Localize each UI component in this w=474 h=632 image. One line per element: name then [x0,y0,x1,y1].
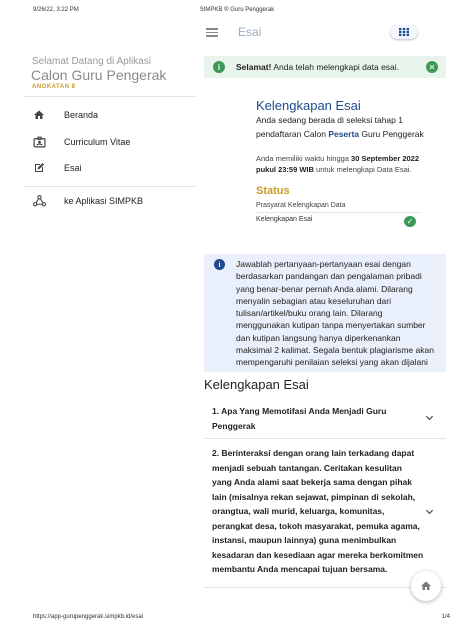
deadline-date: 30 September 2022 pukul 23:59 WIB [256,154,420,174]
print-page: 1/4 [441,614,450,620]
print-datetime: 9/26/22, 3:22 PM [33,7,79,13]
apps-grid-button[interactable] [390,25,418,39]
sidebar-role: Calon Guru Pengerak [31,67,167,83]
prerequisite-row [256,216,420,228]
home-icon [32,108,46,122]
sidebar-greeting: Selamat Datang di Aplikasi [32,56,151,67]
question-text: 2. Berinteraksi dengan orang lain terkadang dapat menjadi sebuah tantangan. Ceritakan kesulitan yang Anda alami saat bekerja sama dengan pihak lain (misalnya rekan sejawat, pimpinan di sekolah, orangtua, wali murid, keluarga, komunitas, perangkat desa, tokoh masyarakat, pemuka agama, instansi, maupun lainnya) guna menimbulkan kesadaran dan kesediaan agar mereka berkomitmen membantu Anda mencapai tujuan bersama. [212,448,424,574]
check-icon: ✓ [404,216,416,227]
status-heading: Status [256,185,290,197]
sidebar-item-beranda[interactable] [32,107,98,123]
question-text: 1. Apa Yang Memotifasi Anda Menjadi Guru Penggerak [212,406,387,431]
deadline-part: Anda memiliki waktu hingga [256,154,352,163]
sidebar-item-label: Esai [64,163,82,173]
grid-icon [399,23,409,41]
section-title: Kelengkapan Esai [204,377,309,392]
print-url: https://app-gurupenggerak.simpkb.id/esai [33,614,144,620]
card-desc-accent: Peserta [328,128,360,139]
cv-icon [32,135,46,149]
sidebar [24,52,196,222]
prerequisite-heading: Prasyarat Kelengkapan Data [256,202,346,209]
sidebar-batch: ANGKATAN 8 [32,84,76,90]
home-icon [420,580,432,592]
print-footer [0,614,474,624]
close-icon[interactable]: ✕ [426,61,438,73]
info-icon: i [214,259,225,270]
alert-message: Anda telah melengkapi data esai. [271,62,400,72]
network-icon [32,194,46,208]
accordion-item-1[interactable] [204,398,446,439]
sidebar-item-label: Beranda [64,110,99,120]
sidebar-item-aplikasi-simpkb[interactable] [32,193,143,209]
sidebar-item-esai[interactable] [32,160,82,176]
instructions-text: Jawablah pertanyaan-pertanyaan esai dengan berdasarkan pandangan dan pengalaman pribadi yang benar-benar pernah Anda alami. Dilarang menyalin sebagian atau keseluruhan dari tulisan/artikel/buku orang lain. Dilarang menggunakan kutipan tanpa menyertakan sumber dan kutipan langsung hanya diperkenankan maksimal 2 kalimat. Segala bentuk plagiarisme akan mempengaruhi penilaian seleksi yang akan dijalani [236,259,434,368]
alert-text [236,62,399,72]
sidebar-item-label: ke Aplikasi SIMPKB [64,196,144,206]
home-button[interactable] [411,571,441,601]
top-bar [196,22,446,44]
card-desc-part: Anda sedang berada di seleksi tahap 1 pendaftaran Calon [256,115,403,139]
info-icon: i [213,61,225,73]
card-desc-part: Guru Penggerak [359,128,424,139]
sidebar-item-curriculum-vitae[interactable] [32,134,130,150]
deadline-text [256,153,434,175]
instructions-box [204,254,446,372]
prerequisite-label: Kelengkapan Esai [256,216,313,223]
print-header [0,7,474,17]
sidebar-divider [24,96,196,97]
sidebar-item-label: Curriculum Vitae [64,137,131,147]
chevron-down-icon [425,507,434,516]
chevron-down-icon [425,413,434,422]
success-alert [204,56,446,78]
print-title: SIMPKB ® Guru Penggerak [199,7,275,13]
page-title: Esai [238,25,262,39]
sidebar-divider [24,186,196,187]
accordion-item-2[interactable] [204,440,446,588]
alert-strong: Selamat! [236,62,272,72]
deadline-part: untuk melengkapi Data Esai. [313,165,412,174]
menu-icon[interactable] [206,28,218,37]
prerequisite-divider [256,212,420,213]
edit-icon [32,161,46,175]
card-description [256,114,436,141]
card-title: Kelengkapan Esai [256,98,361,113]
